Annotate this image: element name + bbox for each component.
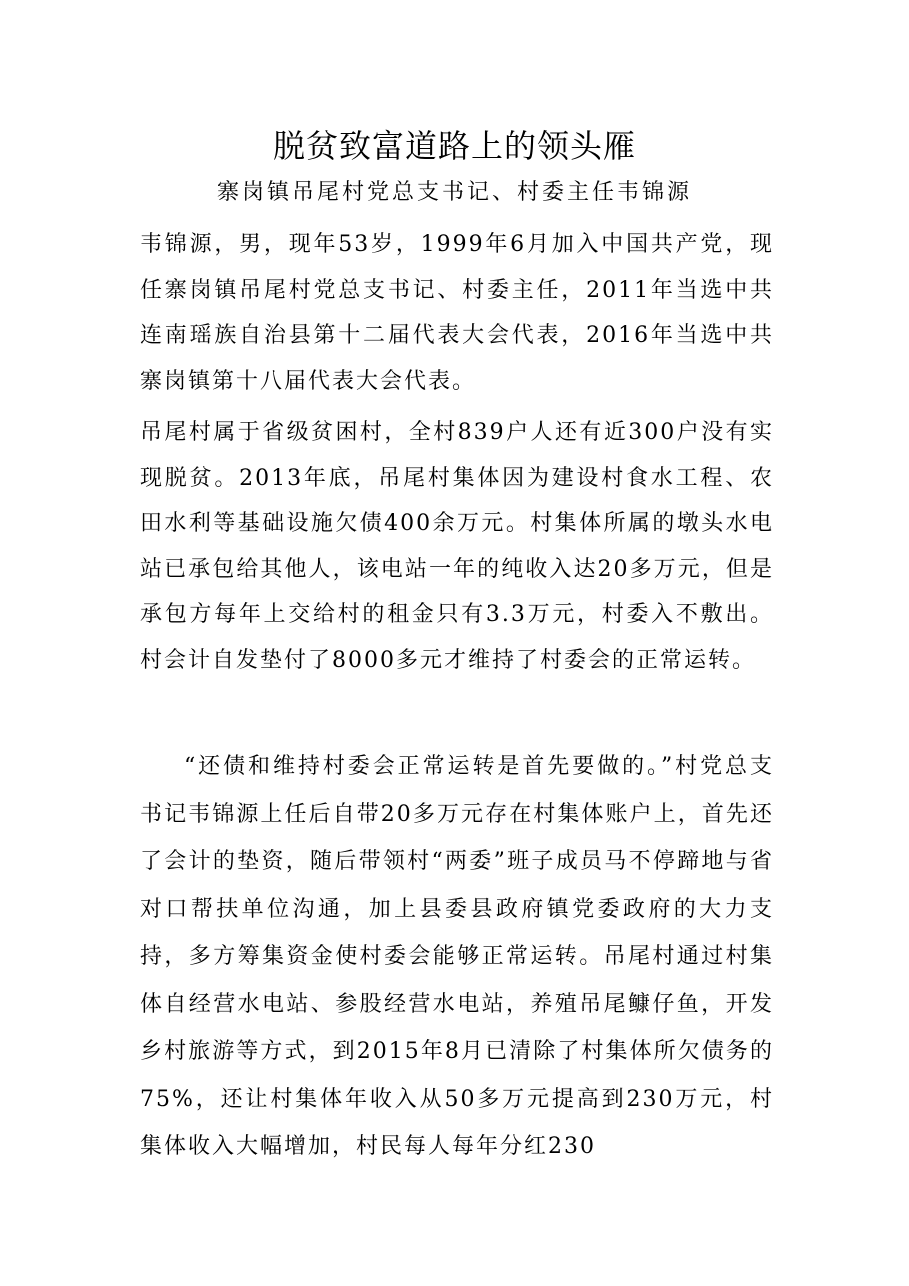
paragraph-village-background: 吊尾村属于省级贫困村，全村839户人还有近300户没有实现脱贫。2013年底，吊尾村集体因为建设村食水工程、农田水利等基础设施欠债400余万元。村集体所属的墩头水电站已承包给其他人，该电站一年的纯收入达20多万元，但是承包方每年上交给村的租金只有3.3万元，村委入不敷出。村会计自发垫付了8000多元才维持了村委会的正常运转。 (140, 420, 774, 673)
paragraph-debt-repayment: “还债和维持村委会正常运转是首先要做的。”村党总支书记韦锦源上任后自带20多万元存在村集体账户上，首先还了会计的垫资，随后带领村“两委”班子成员马不停蹄地与省对口帮扶单位沟通，加上县委县政府镇党委政府的大力支持，多方筹集资金使村委会能够正常运转。吊尾村通过村集体自经营水电站、参股经营水电站，养殖吊尾𩾌仔鱼，开发乡村旅游等方式，到2015年8月已清除了村集体所欠债务的75%，还让村集体年收入从50多万元提高到230万元，村集体收入大幅增加，村民每人每年分红230 (140, 754, 774, 1159)
document-title: 脱贫致富道路上的领头雁 (272, 127, 636, 165)
document-subtitle: 寨岗镇吊尾村党总支书记、村委主任韦锦源 (216, 180, 692, 205)
paragraph-biography: 韦锦源，男，现年53岁，1999年6月加入中国共产党，现任寨岗镇吊尾村党总支书记、村委主任，2011年当选中共连南瑶族自治县第十二届代表大会代表，2016年当选中共寨岗镇第十八届代表大会代表。 (140, 232, 774, 394)
